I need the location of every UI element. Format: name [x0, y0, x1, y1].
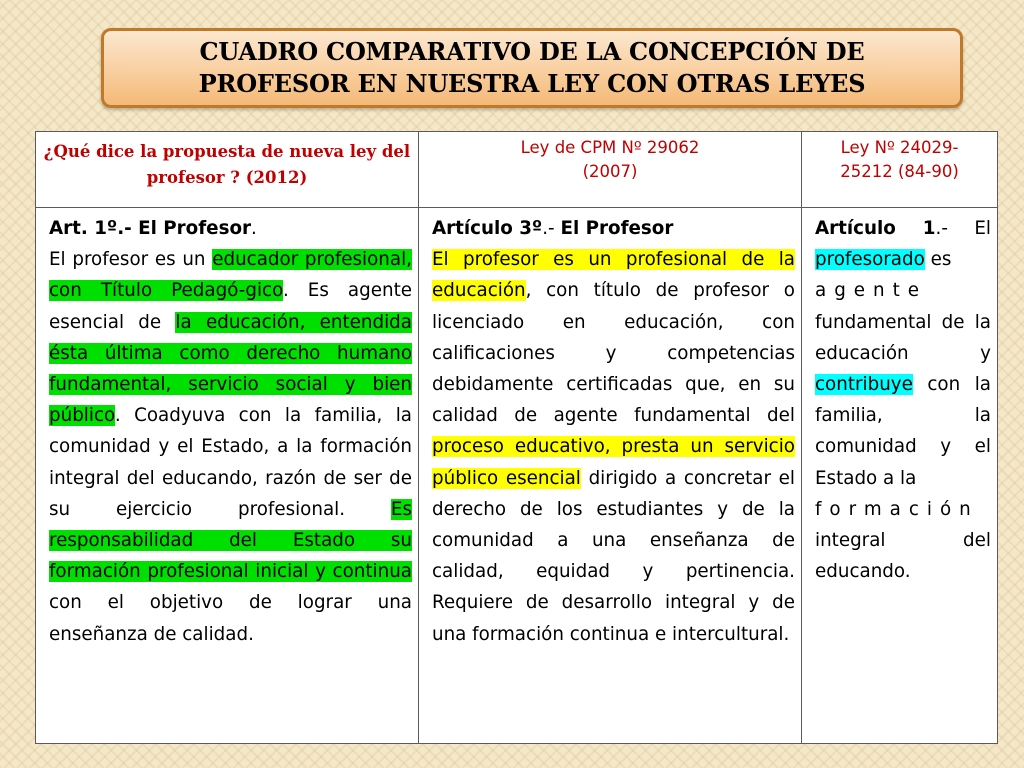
ley-cpm-highlight-1: El profesor es un profesional de la educación	[432, 249, 795, 302]
title-box	[101, 28, 963, 108]
ley-24029-text-4: integral del educando	[815, 530, 991, 583]
proposal-text-2: . Es agente esencial de	[49, 280, 412, 333]
header-col-ley-cpm	[419, 132, 802, 208]
proposal-highlight-3: Es responsabilidad del Estado su formación profesional inicial y continua	[49, 498, 412, 583]
ley-24029-text-1: es	[924, 249, 952, 271]
proposal-article-title: Art. 1º.- El Profesor	[49, 218, 252, 239]
proposal-highlight-2: la educación, entendida ésta última como derecho humano fundamental, servicio social y bien público	[49, 311, 412, 427]
proposal-text-4: con el objetivo de lograr una enseñanza de calidad.	[49, 592, 412, 645]
ley-cpm-article-sep: .-	[542, 218, 561, 239]
ley-24029-text	[815, 213, 991, 587]
ley-24029-highlight-2: contribuye	[815, 374, 913, 396]
proposal-highlight-1: educador profesional, con Título Pedagó-gico	[49, 249, 412, 302]
proposal-text	[49, 213, 412, 650]
ley-24029-text-5: .	[904, 561, 911, 583]
ley-cpm-text-2: dirigido a concretar el derecho de los estudiantes y de la comunidad a una enseñanza de calidad, equidad y pertinencia. Requiere de desarrollo integral y de una formación continua e intercultural.	[432, 467, 795, 645]
comparison-table	[35, 131, 998, 744]
proposal-text-3: . Coadyuva con la familia, la comunidad y el Estado, a la formación integral del educando, razón de ser de su ejercicio profesional.	[49, 405, 412, 520]
content-row	[36, 208, 998, 744]
ley-24029-agente: agente	[815, 280, 928, 302]
header-proposal-text: ¿Qué dice la propuesta de nueva ley del profesor ?	[43, 142, 411, 187]
ley-24029-text-2: fundamental de la educación y	[815, 311, 991, 364]
ley-cpm-article-number: Artículo 3º	[432, 218, 543, 239]
title-line-2: PROFESOR EN NUESTRA LEY CON OTRAS LEYES	[198, 69, 866, 98]
ley-24029-highlight-1: profesorado	[815, 249, 925, 271]
ley-cpm-article-title: El Profesor	[560, 218, 674, 239]
title-line-1: CUADRO COMPARATIVO DE LA CONCEPCIÓN DE	[199, 37, 865, 66]
ley-cpm-highlight-2: proceso educativo, presta un servicio público esencial	[432, 436, 795, 489]
header-row	[36, 132, 998, 208]
ley-24029-formacion: formación	[815, 498, 979, 520]
ley-cpm-text	[432, 213, 795, 650]
cell-proposal	[36, 208, 419, 744]
cell-ley-24029	[802, 208, 998, 744]
ley-cpm-text-1: , con título de profesor o licenciado en educación, con calificaciones y competencias debidamente certificadas que, en su calidad de agente fundamental del	[432, 280, 795, 427]
header-ley-24029-name: Ley Nº 24029-	[840, 138, 959, 157]
ley-24029-article-number: Artículo 1	[815, 218, 936, 239]
ley-24029-text-3: con la familia, la comunidad y el Estado a la	[815, 374, 991, 489]
ley-24029-article-sep: .- El	[935, 218, 991, 239]
header-ley-cpm-name: Ley de CPM Nº 29062	[520, 138, 700, 157]
proposal-text-1: El profesor es un	[49, 249, 213, 271]
header-ley-cpm-year: (2007)	[582, 162, 638, 181]
header-ley-24029-years: 25212 (84-90)	[840, 162, 959, 181]
header-col-proposal	[36, 132, 419, 208]
header-proposal-year: (2012)	[245, 168, 308, 187]
header-col-ley-24029	[802, 132, 998, 208]
proposal-article-dot: .	[251, 218, 257, 239]
cell-ley-cpm	[419, 208, 802, 744]
